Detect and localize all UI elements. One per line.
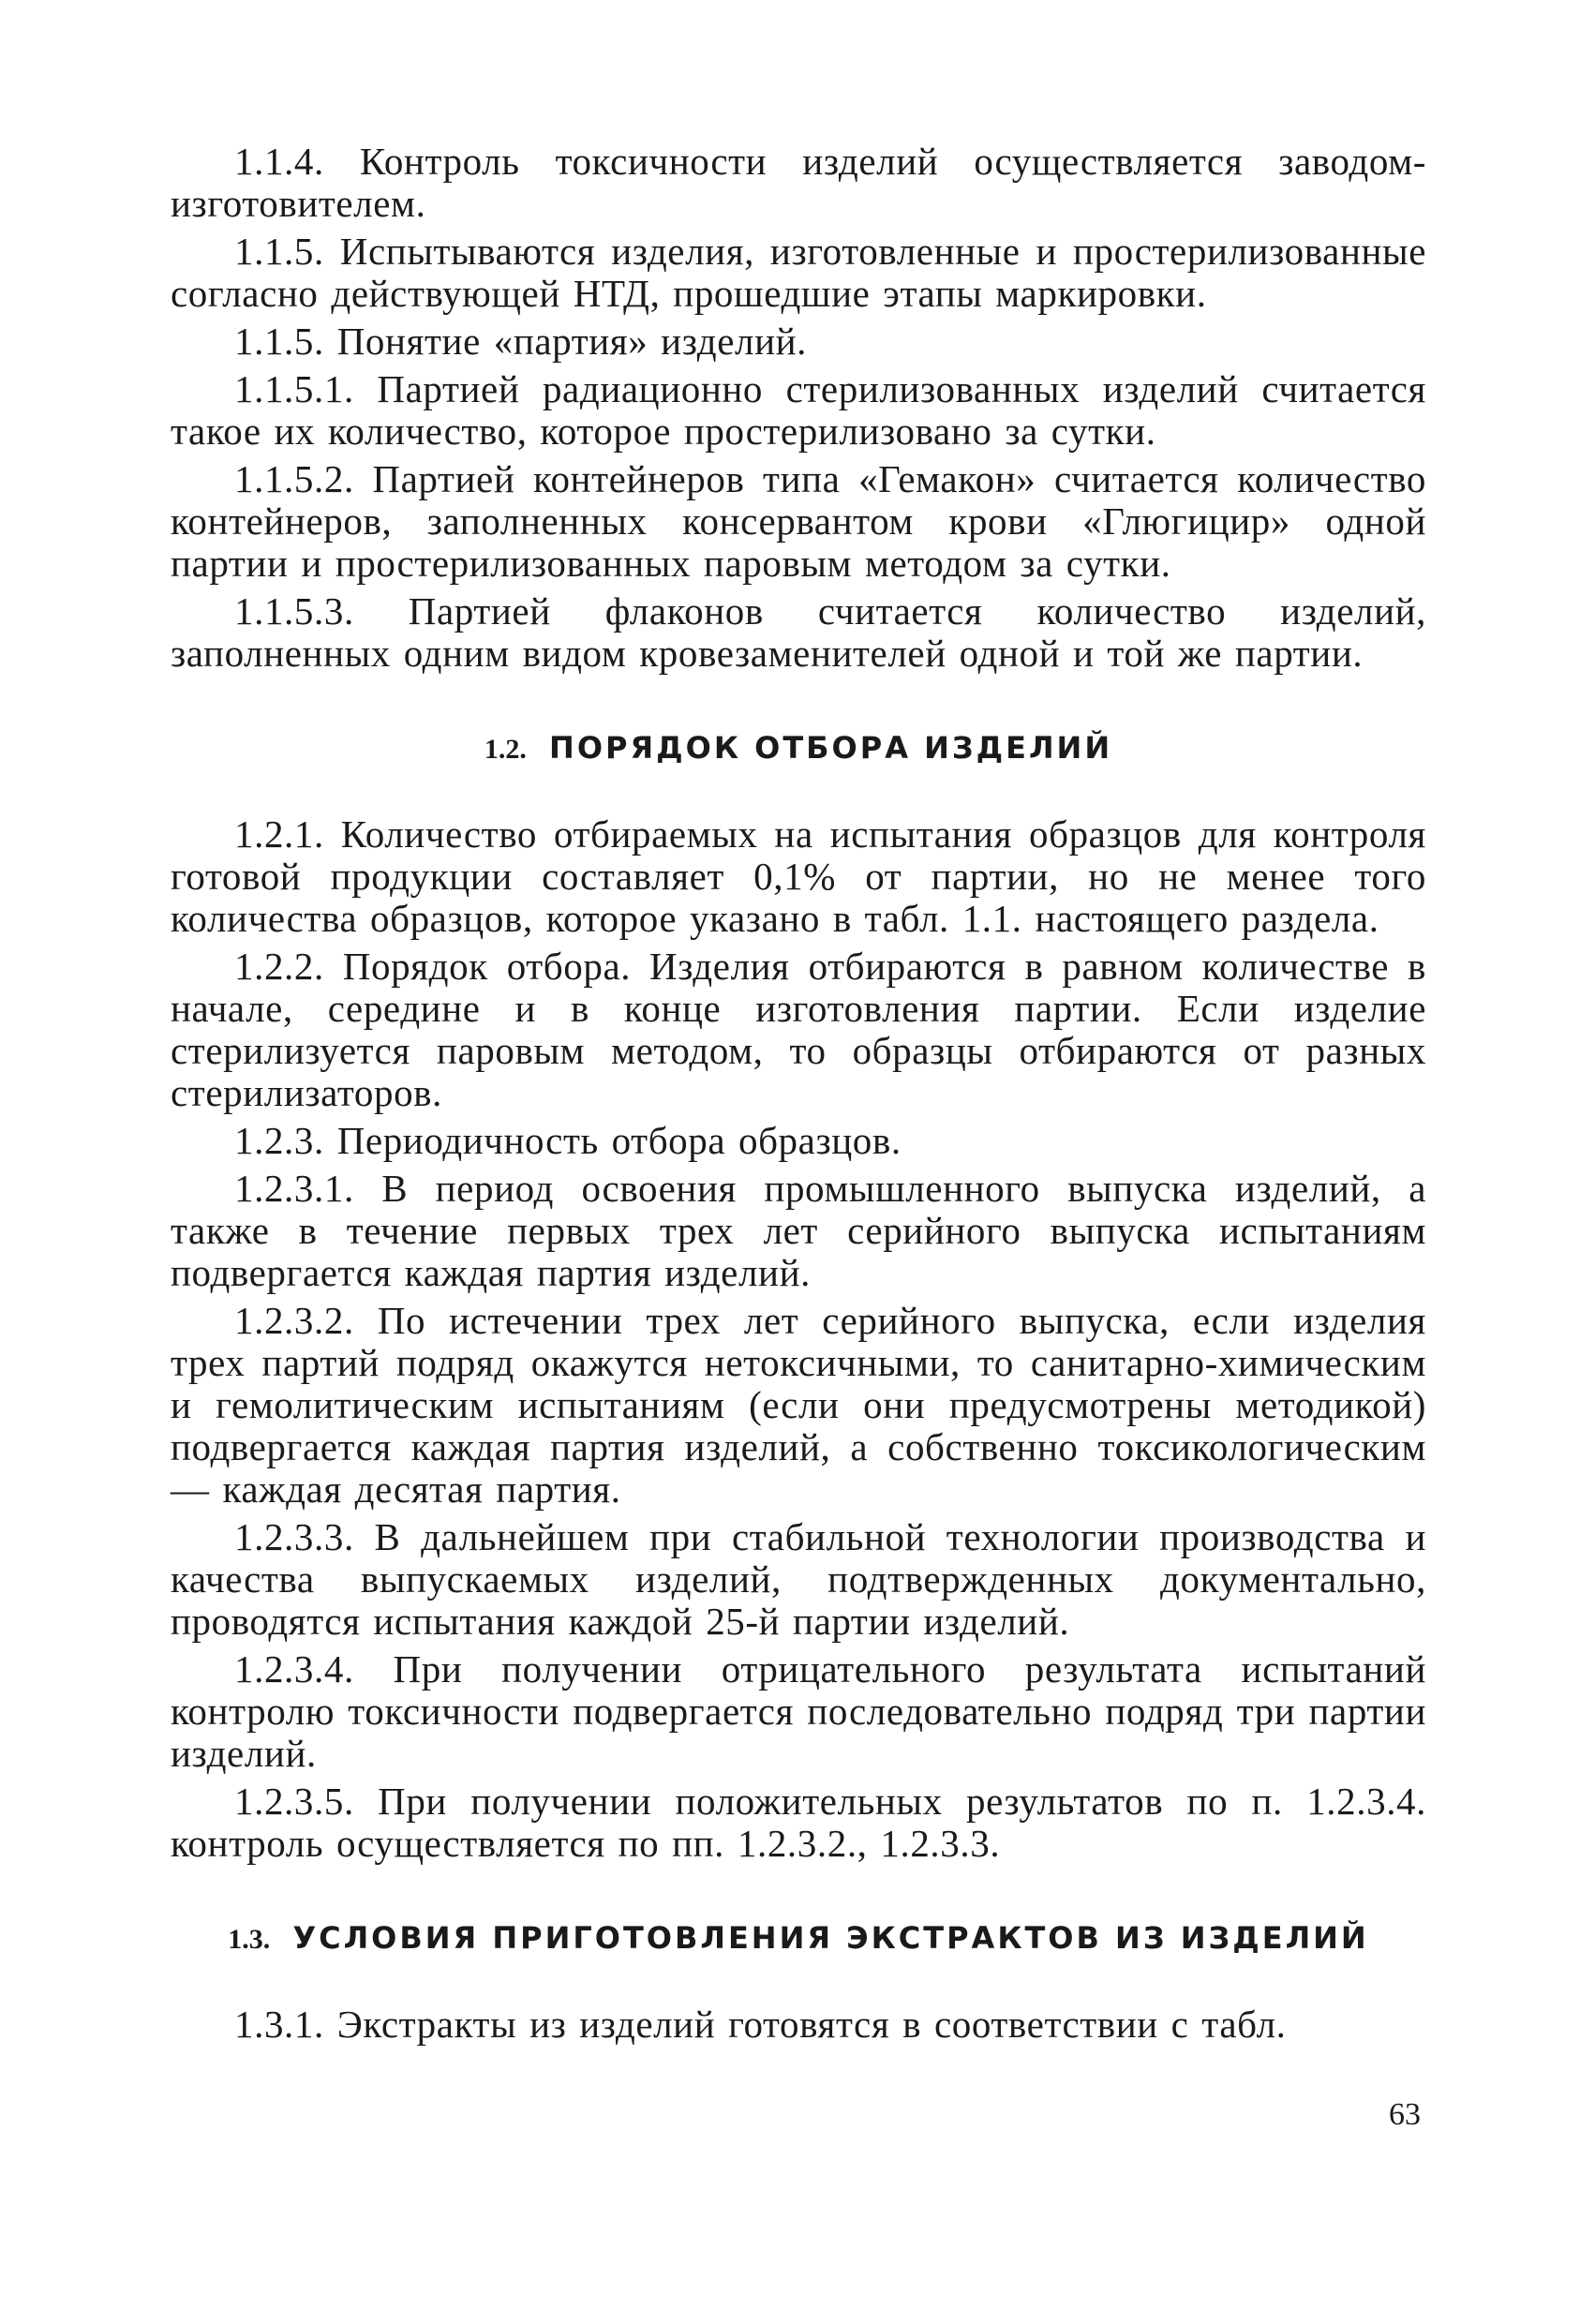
paragraph-1-1-5: 1.1.5. Испытываются изделия, изготовленные и простерилизованные согласно действующей НТД, прошедшие этапы маркировки. (171, 230, 1426, 315)
paragraph-1-3-1: 1.3.1. Экстракты из изделий готовятся в соответствии с табл. (234, 2003, 1287, 2046)
paragraph-1-2-3: 1.2.3. Периодичность отбора образцов. (234, 1119, 902, 1162)
paragraph-1-1-5-1: 1.1.5.1. Партией радиационно стерилизованных изделий считается такое их количество, которое простерилизовано за сутки. (171, 367, 1426, 453)
document-page (171, 141, 1426, 2051)
paragraph-1-2-3-2: 1.2.3.2. По истечении трех лет серийного выпуска, если изделия трех партий подряд окажутся нетоксичными, то санитарно-химическим и гемолитическим испытаниям (если они предусмотрены методикой) подвергается каждая партия изделий, а собственно токсикологическим — каждая десятая партия. (171, 1299, 1426, 1511)
section-number: 1.2. (484, 734, 527, 765)
paragraph-1-1-4: 1.1.4. Контроль токсичности изделий осуществляется заводом-изготовителем. (171, 140, 1426, 225)
paragraph-1-2-3-1: 1.2.3.1. В период освоения промышленного выпуска изделий, а также в течение первых трех лет серийного выпуска испытаниям подвергается каждая партия изделий. (171, 1167, 1426, 1294)
paragraph-1-2-2: 1.2.2. Порядок отбора. Изделия отбираются в равном количестве в начале, середине и в конце изготовления партии. Если изделие стерилизуется паровым методом, то образцы отбираются от разных стерилизаторов. (171, 945, 1426, 1114)
section-title: ПОРЯДОК ОТБОРА ИЗДЕЛИЙ (549, 730, 1113, 766)
paragraph-1-1-5-2: 1.1.5.2. Партией контейнеров типа «Гемакон» считается количество контейнеров, заполненных консервантом крови «Глюгицир» одной партии и простерилизованных паровым методом за сутки. (171, 457, 1426, 585)
page-number: 63 (1389, 2097, 1421, 2132)
section-heading-1-2 (171, 729, 1426, 768)
paragraph-1-2-3-3: 1.2.3.3. В дальнейшем при стабильной технологии производства и качества выпускаемых изделий, подтвержденных документально, проводятся испытания каждой 25-й партии изделий. (171, 1515, 1426, 1643)
paragraph-1-1-5-3: 1.1.5.3. Партией флаконов считается количество изделий, заполненных одним видом кровезаменителей одной и той же партии. (171, 589, 1426, 675)
paragraph-1-2-3-4: 1.2.3.4. При получении отрицательного результата испытаний контролю токсичности подвергается последовательно подряд три партии изделий. (171, 1647, 1426, 1775)
paragraph-1-2-3-5: 1.2.3.5. При получении положительных результатов по п. 1.2.3.4. контроль осуществляется по пп. 1.2.3.2., 1.2.3.3. (171, 1780, 1426, 1865)
paragraph-1-1-5-concept: 1.1.5. Понятие «партия» изделий. (234, 320, 808, 363)
section-title: УСЛОВИЯ ПРИГОТОВЛЕНИЯ ЭКСТРАКТОВ ИЗ ИЗДЕЛИЙ (292, 1920, 1369, 1956)
paragraph-1-2-1: 1.2.1. Количество отбираемых на испытания образцов для контроля готовой продукции составляет 0,1% от партии, но не менее того количества образцов, которое указано в табл. 1.1. настоящего раздела. (171, 812, 1426, 940)
section-heading-1-3 (171, 1919, 1426, 1959)
section-number: 1.3. (228, 1924, 271, 1955)
